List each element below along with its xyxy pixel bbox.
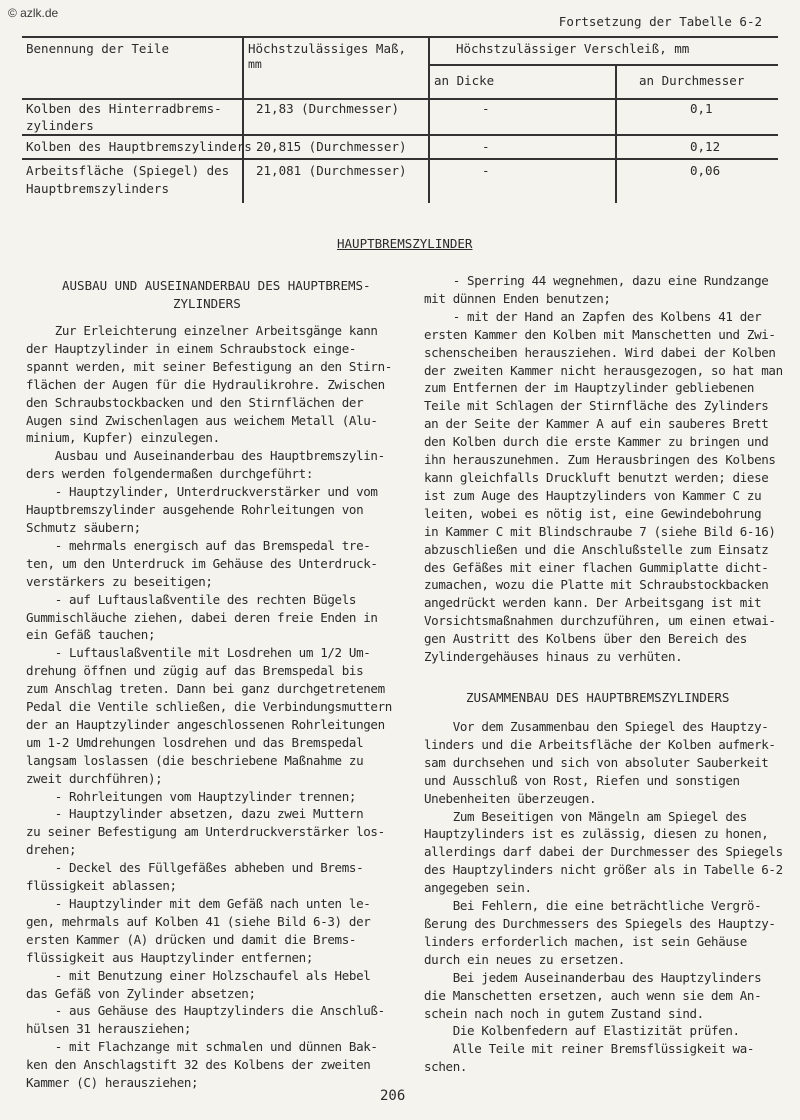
section-title: HAUPTBREMSZYLINDER <box>337 236 473 251</box>
text-line: Zylindergehäuses hinaus zu verhüten. <box>424 649 683 665</box>
right-column-text-bottom <box>424 718 794 1076</box>
text-line: das Gefäß von Zylinder absetzen; <box>26 985 256 1001</box>
text-line: verstärkers zu beseitigen; <box>26 573 213 589</box>
text-line: angedrückt werden kann. Der Arbeitsgang ist mit <box>424 595 762 611</box>
row-1-diameter: 0,1 <box>690 101 713 116</box>
text-line: Unebenheiten überzeugen. <box>424 790 597 806</box>
text-line: flächen der Augen für die Hydraulikrohre. Zwischen <box>26 376 385 392</box>
text-line: ten, um den Unterdruck im Gehäuse des Unterdruck- <box>26 555 378 571</box>
table-rule <box>22 36 778 38</box>
text-line: Alle Teile mit reiner Bremsflüssigkeit wa- <box>424 1041 755 1057</box>
text-line: - Hauptzylinder, Unterdruckverstärker und vom <box>26 484 378 500</box>
text-line: flüssigkeit ablassen; <box>26 878 177 894</box>
row-3-part-line-1: Arbeitsfläche (Spiegel) des <box>26 163 230 178</box>
text-line: - mit Flachzange mit schmalen und dünnen Bak- <box>26 1039 378 1055</box>
text-line: linders und die Arbeitsfläche der Kolben aufmerk- <box>424 736 776 752</box>
text-line: zum Anschlag treten. Dann bei ganz durchgetretenem <box>26 681 385 697</box>
text-line: angegeben sein. <box>424 880 532 896</box>
table-rule <box>428 64 778 66</box>
header-wear-diameter: an Durchmesser <box>639 73 745 88</box>
text-line: durch ein neues zu ersetzen. <box>424 951 625 967</box>
text-line: ist zum Auge des Hauptzylinders von Kammer C zu <box>424 487 762 503</box>
left-heading-line-2: ZYLINDERS <box>173 296 241 311</box>
text-line: der an Hauptzylinder angeschlossenen Rohrleitungen <box>26 716 385 732</box>
text-line: - mehrmals energisch auf das Bremspedal tre- <box>26 537 371 553</box>
row-1-part-line-2: zylinders <box>26 118 94 133</box>
text-line: - Rohrleitungen vom Hauptzylinder trennen; <box>26 788 357 804</box>
row-3-thickness: - <box>482 163 490 178</box>
text-line: Ausbau und Auseinanderbau des Hauptbremszylin- <box>26 448 385 464</box>
text-line: leiten, wobei es nötig ist, eine Gewindebohrung <box>424 505 762 521</box>
text-line: allerdings darf dabei der Durchmesser des Spiegels <box>424 844 783 860</box>
text-line: - Hauptzylinder absetzen, dazu zwei Muttern <box>26 806 364 822</box>
text-line: Kammer (C) herausziehen; <box>26 1075 199 1091</box>
text-line: des Gefäßes mit einer flachen Gummiplatte dicht- <box>424 559 769 575</box>
row-2-part-line-1: Kolben des Hauptbremszylinders <box>26 139 252 154</box>
row-3-part-line-2: Hauptbremszylinders <box>26 181 169 196</box>
header-part: Benennung der Teile <box>26 41 169 56</box>
text-line: flüssigkeit aus Hauptzylinder entfernen; <box>26 949 314 965</box>
text-line: - Hauptzylinder mit dem Gefäß nach unten le- <box>26 896 371 911</box>
text-line: - Sperring 44 wegnehmen, dazu eine Rundzange <box>424 273 769 288</box>
parts-wear-table <box>22 36 778 203</box>
table-continuation-note: Fortsetzung der Tabelle 6-2 <box>558 14 762 29</box>
header-max-size-unit: mm <box>248 57 262 71</box>
text-line: Bei jedem Auseinanderbau des Hauptzylinders <box>424 969 762 985</box>
text-line: zweit durchführen); <box>26 770 163 786</box>
text-line: ders werden folgendermaßen durchgeführt: <box>26 466 314 482</box>
text-line: Die Kolbenfedern auf Elastizität prüfen. <box>424 1023 740 1039</box>
row-3-diameter: 0,06 <box>690 163 721 178</box>
text-line: den Schraubstockbacken und den Stirnflächen der <box>26 394 364 410</box>
page-number: 206 <box>380 1088 406 1104</box>
text-line: drehen; <box>26 842 77 858</box>
row-1-thickness: - <box>482 101 490 116</box>
text-line: und Ausschluß von Rost, Riefen und sonstigen <box>424 772 740 788</box>
text-line: drehung öffnen und zügig auf das Bremspedal bis <box>26 663 364 679</box>
table-rule <box>22 134 778 136</box>
text-line: der Hauptzylinder in einem Schraubstock einge- <box>26 340 357 356</box>
text-line: Zur Erleichterung einzelner Arbeitsgänge kann <box>26 323 378 338</box>
text-line: linders erforderlich machen, ist sein Gehäuse <box>424 933 747 949</box>
header-wear-thickness: an Dicke <box>434 73 495 88</box>
text-line: - aus Gehäuse des Hauptzylinders die Anschluß- <box>26 1003 385 1019</box>
assembly-heading: ZUSAMMENBAU DES HAUPTBREMSZYLINDERS <box>466 690 730 705</box>
text-line: Zum Beseitigen von Mängeln am Spiegel des <box>424 808 747 824</box>
row-3-max-size: 21,081 (Durchmesser) <box>256 163 407 178</box>
right-column-text-top <box>424 272 794 666</box>
watermark: © azlk.de <box>8 6 59 20</box>
table-rule <box>242 36 244 203</box>
text-line: schein nach noch in gutem Zustand sind. <box>424 1005 704 1021</box>
text-line: hülsen 31 herausziehen; <box>26 1021 192 1037</box>
text-line: Bei Fehlern, die eine beträchtliche Vergrö- <box>424 898 762 914</box>
header-max-size: Höchstzulässiges Maß, <box>248 41 407 56</box>
row-2-thickness: - <box>482 139 490 154</box>
header-wear: Höchstzulässiger Verschleiß, mm <box>456 41 690 56</box>
text-line: ersten Kammer den Kolben mit Manschetten und Zwi- <box>424 326 776 342</box>
text-line: gen, mehrmals auf Kolben 41 (siehe Bild 6-3) der <box>26 913 371 929</box>
text-line: Schmutz säubern; <box>26 519 141 535</box>
text-line: in Kammer C mit Blindschraube 7 (siehe Bild 6-16) <box>424 523 776 539</box>
text-line: die Manschetten ersetzen, auch wenn sie dem An- <box>424 987 762 1003</box>
text-line: gen Austritt des Kolbens über den Bereich des <box>424 631 747 647</box>
text-line: an der Seite der Kammer A auf ein sauberes Brett <box>424 416 769 432</box>
text-line: mit dünnen Enden benutzen; <box>424 290 611 306</box>
text-line: Teile mit Schlagen der Stirnfläche des Zylinders <box>424 398 769 414</box>
text-line: ein Gefäß tauchen; <box>26 627 156 643</box>
left-column-text <box>26 322 406 1092</box>
row-2-max-size: 20,815 (Durchmesser) <box>256 139 407 154</box>
text-line: Vor dem Zusammenbau den Spiegel des Hauptzy- <box>424 719 769 734</box>
text-line: ßerung des Durchmessers des Spiegels des Hauptzy- <box>424 915 776 931</box>
text-line: zumachen, wozu die Platte mit Schraubstockbacken <box>424 577 769 593</box>
text-line: der zweiten Kammer nicht herausgezogen, so hat man <box>424 362 783 378</box>
text-line: - mit der Hand an Zapfen des Kolbens 41 der <box>424 308 762 324</box>
text-line: sam durchsehen und sich von absoluter Sauberkeit <box>424 754 769 770</box>
text-line: den Kolben durch die erste Kammer zu bringen und <box>424 434 769 450</box>
text-line: Vorsichtsmaßnahmen durchzuführen, um einen etwai- <box>424 613 776 629</box>
text-line: ihn herauszunehmen. Zum Herausbringen des Kolbens <box>424 452 776 468</box>
text-line: Augen sind Zwischenlagen aus weichem Metall (Alu- <box>26 412 378 428</box>
text-line: zum Entfernen der im Hauptzylinder gebliebenen <box>424 380 755 396</box>
row-2-diameter: 0,12 <box>690 139 721 154</box>
text-line: - Luftauslaßventile mit Losdrehen um 1/2 Um- <box>26 645 371 661</box>
row-1-part-line-1: Kolben des Hinterradbrems- <box>26 101 222 116</box>
text-line: minium, Kupfer) einzulegen. <box>26 430 220 446</box>
text-line: Hauptzylinders ist es zulässig, diesen zu honen, <box>424 826 769 842</box>
text-line: - auf Luftauslaßventile des rechten Bügels <box>26 591 357 607</box>
text-line: - Deckel des Füllgefäßes abheben und Brems- <box>26 860 364 876</box>
text-line: spannt werden, mit seiner Befestigung an den Stirn- <box>26 358 392 374</box>
text-line: Hauptbremszylinder ausgehende Rohrleitungen von <box>26 502 364 518</box>
text-line: kann gleichfalls Druckluft benutzt werden; diese <box>424 469 769 485</box>
row-1-max-size: 21,83 (Durchmesser) <box>256 101 399 116</box>
table-rule <box>22 158 778 160</box>
text-line: ken den Anschlagstift 32 des Kolbens der zweiten <box>26 1057 371 1073</box>
text-line: abzuschließen und die Anschlußstelle zum Einsatz <box>424 541 769 557</box>
table-rule <box>428 36 430 203</box>
left-heading-line-1: AUSBAU UND AUSEINANDERBAU DES HAUPTBREMS- <box>62 278 371 293</box>
text-line: schenscheiben herausziehen. Wird dabei der Kolben <box>424 344 776 360</box>
text-line: schen. <box>424 1059 468 1075</box>
text-line: langsam loslassen (die beschriebene Maßnahme zu <box>26 752 364 768</box>
text-line: Pedal die Ventile schließen, die Verbindungsmuttern <box>26 699 392 715</box>
table-rule <box>615 64 617 203</box>
text-line: ersten Kammer (A) drücken und damit die Brems- <box>26 931 357 947</box>
text-line: - mit Benutzung einer Holzschaufel als Hebel <box>26 967 371 983</box>
text-line: um 1-2 Umdrehungen losdrehen und das Bremspedal <box>26 734 364 750</box>
text-line: Gummischläuche ziehen, dabei deren freie Enden in <box>26 609 378 625</box>
text-line: zu seiner Befestigung am Unterdruckverstärker los- <box>26 824 385 840</box>
text-line: des Hauptzylinders nicht größer als in Tabelle 6-2 <box>424 862 783 878</box>
